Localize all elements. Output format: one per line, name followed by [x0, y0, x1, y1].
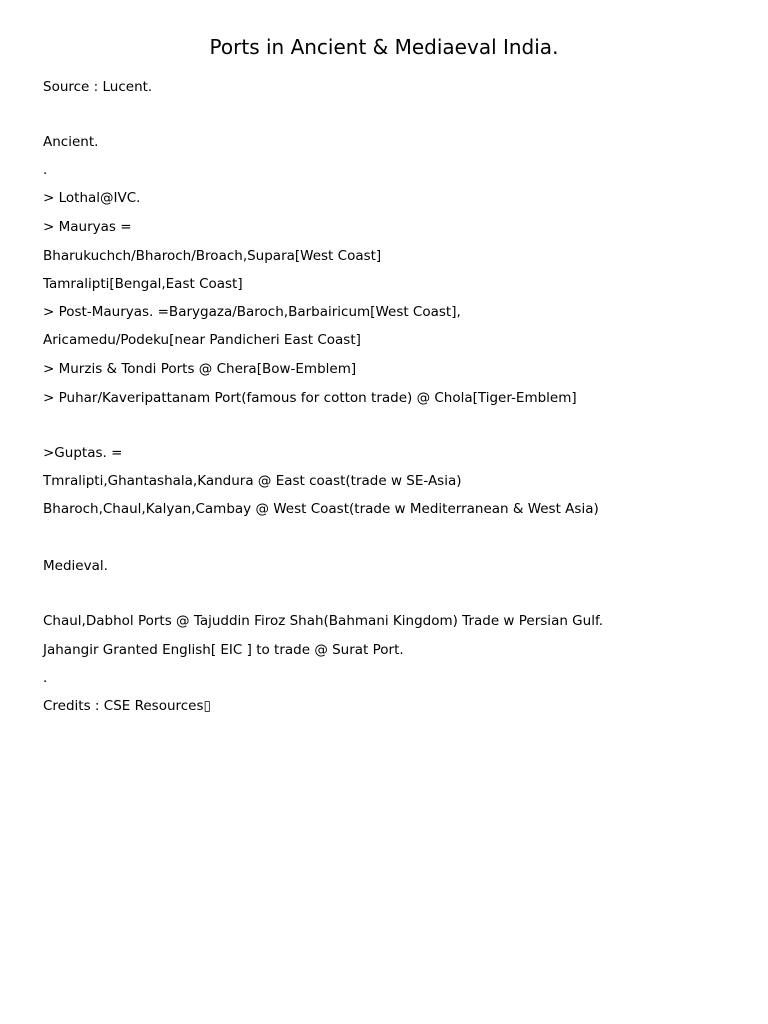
mauryas-line: > Mauryas = — [43, 219, 132, 235]
source-line: Source : Lucent. — [43, 79, 153, 95]
page-title: Ports in Ancient & Mediaeval India. — [209, 35, 559, 59]
guptas-east-line: Tmralipti,Ghantashala,Kandura @ East coast(trade w SE-Asia) — [43, 473, 462, 489]
ancient-heading: Ancient. — [43, 134, 99, 150]
separator-dot: . — [43, 162, 48, 178]
jahangir-line: Jahangir Granted English[ EIC ] to trade @ Surat Port. — [43, 642, 404, 658]
post-mauryas-line: > Post-Mauryas. =Barygaza/Baroch,Barbairicum[West Coast], — [43, 304, 461, 320]
lothal-line: > Lothal@IVC. — [43, 190, 141, 206]
credits-line: Credits : CSE Resources▯ — [43, 698, 211, 714]
guptas-west-line: Bharoch,Chaul,Kalyan,Cambay @ West Coast(trade w Mediterranean & West Asia) — [43, 501, 599, 517]
separator-dot: . — [43, 670, 48, 686]
medieval-heading: Medieval. — [43, 558, 108, 574]
chola-line: > Puhar/Kaveripattanam Port(famous for cotton trade) @ Chola[Tiger-Emblem] — [43, 390, 577, 406]
guptas-line: >Guptas. = — [43, 445, 123, 461]
post-mauryas-east-line: Aricamedu/Podeku[near Pandicheri East Coast] — [43, 332, 361, 348]
mauryas-west-line: Bharukuchch/Bharoch/Broach,Supara[West Coast] — [43, 248, 382, 264]
mauryas-east-line: Tamralipti[Bengal,East Coast] — [43, 276, 243, 292]
chera-line: > Murzis & Tondi Ports @ Chera[Bow-Emblem] — [43, 361, 357, 377]
bahmani-line: Chaul,Dabhol Ports @ Tajuddin Firoz Shah(Bahmani Kingdom) Trade w Persian Gulf. — [43, 613, 604, 629]
